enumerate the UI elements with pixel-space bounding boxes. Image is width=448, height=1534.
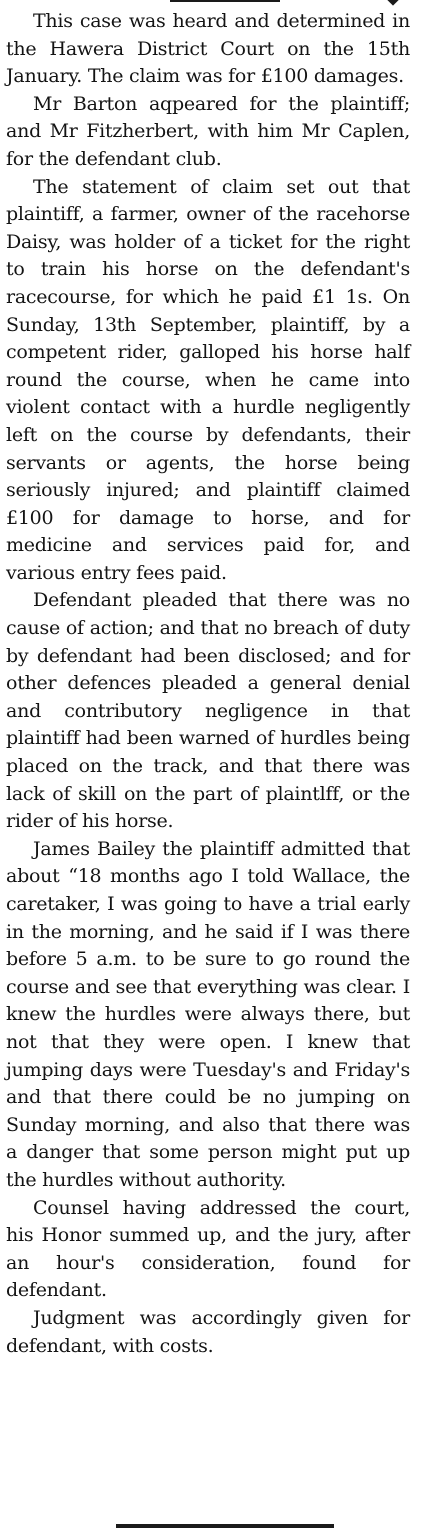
bottom-rule xyxy=(116,1524,334,1528)
paragraph-statement-of-claim: The statement of claim set out that plaintiff, a farmer, owner of the racehorse Daisy, was holder of a ticket for the right to train his horse on the defendant's racecourse, for which he paid £1 1s. On Sunday, 13th September, plaintiff, by a competent rider, galloped his horse half round the course, when he came into violent contact with a hurdle negligently left on the course by defendants, their servants or agents, the horse being seriously injured; and plaintiff claimed £100 for damage to horse, and for medicine and services paid for, and various entry fees paid. xyxy=(6,175,410,584)
paragraph-counsel-appearances: Mr Barton aqpeared for the plaintiff; and Mr Fitzherbert, with him Mr Caplen, for the defendant club. xyxy=(6,92,410,170)
paragraph-summing-up: Counsel having addressed the court, his Honor summed up, and the jury, after an hour's consideration, found for defendant. xyxy=(6,1196,410,1302)
top-rule-ornament xyxy=(387,0,398,6)
paragraph-case-heard: This case was heard and determined in the Hawera District Court on the 15th January. The claim was for £100 damages. xyxy=(6,10,410,88)
paragraph-plaintiff-evidence: James Bailey the plaintiff admitted that about “18 months ago I told Wallace, the caretaker, I was going to have a trial early in the morning, and he said if I was there before 5 a.m. to be sure to go round the course and see that everything was clear. I knew the hurdles were always there, but not that they were open. I knew that jumping days were Tuesday's and Friday's and that there could be no jumping on Sunday morning, and also that there was a danger that some person might put up the hurdles without authority. xyxy=(6,837,410,1191)
paragraph-defence: Defendant pleaded that there was no cause of action; and that no breach of duty by defendant had been disclosed; and for other defences pleaded a general denial and contributory negligence in that plaintiff had been warned of hurdles being placed on the track, and that there was lack of skill on the part of plaintlff, or the rider of his horse. xyxy=(6,589,410,833)
paragraph-judgment: Judgment was accordingly given for defendant, with costs. xyxy=(6,1306,410,1357)
article-column xyxy=(6,8,410,1360)
top-rule xyxy=(170,0,280,2)
